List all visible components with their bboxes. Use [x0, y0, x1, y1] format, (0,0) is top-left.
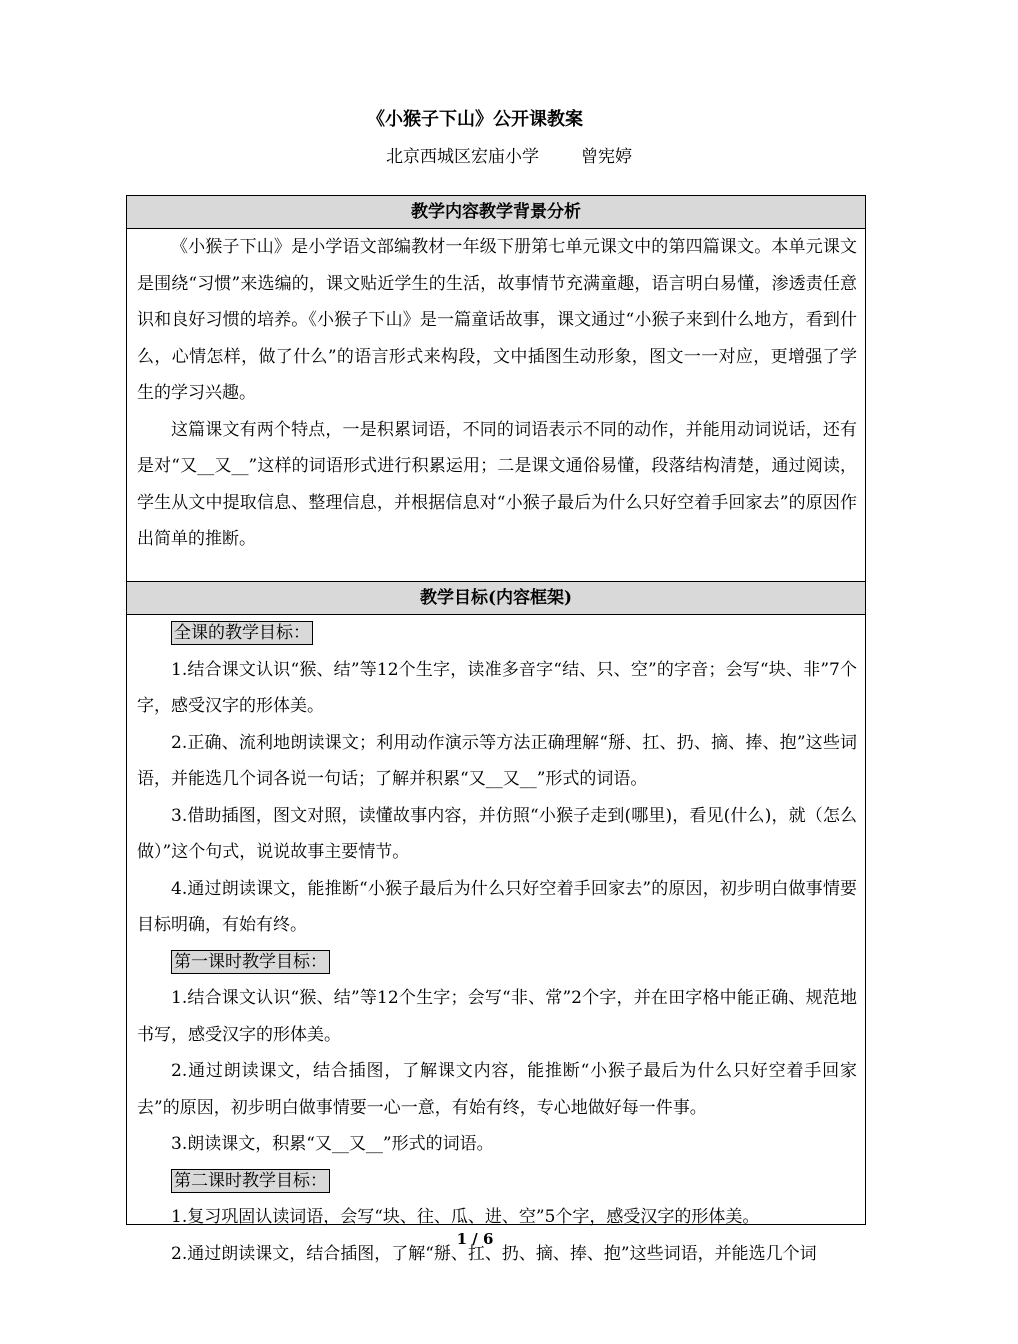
author-name: 曾宪婷: [581, 147, 632, 167]
objective-item: 2.通过朗读课文，结合插图，了解“掰、扛、扔、摘、捧、抱”这些词语，并能选几个词: [171, 1243, 817, 1264]
objective-item: 1.结合课文认识“猴、结”等12个生字；会写“非、常”2个字，并在田字格中能正确、规范地书写，感受汉字的形体美。: [137, 988, 857, 1045]
objective-group-label: 第一课时教学目标：: [171, 950, 330, 974]
objective-item: 1.结合课文认识“猴、结”等12个生字，读准多音字“结、只、空”的字音；会写“块、非”7个字，感受汉字的形体美。: [137, 659, 857, 716]
objective-group-label-line: [137, 1163, 857, 1200]
background-analysis-cell: [127, 229, 865, 581]
background-paragraph: 这篇课文有两个特点，一是积累词语，不同的词语表示不同的动作，并能用动词说话，还有是对“又__又__”这样的词语形式进行积累运用；二是课文通俗易懂，段落结构清楚，通过阅读，学生从文中提取信息、整理信息，并根据信息对“小猴子最后为什么只好空着手回家去”的原因作出简单的推断。: [137, 419, 857, 549]
school-name: 北京西城区宏庙小学: [386, 147, 539, 167]
document-title: 《小猴子下山》公开课教案: [367, 109, 583, 130]
objective-item: 1.复习巩固认读词语，会写“块、往、瓜、进、空”5个字，感受汉字的形体美。: [171, 1207, 760, 1227]
objective-item: 4.通过朗读课文，能推断“小猴子最后为什么只好空着手回家去”的原因，初步明白做事情要目标明确，有始有终。: [137, 878, 857, 935]
background-paragraph: 《小猴子下山》是小学语文部编教材一年级下册第七单元课文中的第四篇课文。本单元课文是围绕“习惯”来选编的，课文贴近学生的生活，故事情节充满童趣，语言明白易懂，渗透责任意识和良好习惯的培养。《小猴子下山》是一篇童话故事，课文通过“小猴子来到什么地方，看到什么，心情怎样，做了什么”的语言形式来构段，文中插图生动形象，图文一一对应，更增强了学生的学习兴趣。: [137, 237, 857, 403]
section-header-background: 教学内容教学背景分析: [127, 196, 865, 229]
section-header-objectives: 教学目标(内容框架): [127, 581, 865, 615]
objective-group-label: 全课的教学目标：: [171, 621, 313, 645]
objective-item: 2.通过朗读课文，结合插图，了解课文内容，能推断“小猴子最后为什么只好空着手回家去”的原因，初步明白做事情要一心一意，有始有终，专心地做好每一件事。: [137, 1061, 857, 1118]
objective-group-label-line: [137, 615, 857, 652]
objective-group-label: 第二课时教学目标：: [171, 1169, 330, 1193]
objective-item: 3.借助插图，图文对照，读懂故事内容，并仿照“小猴子走到(哪里)，看见(什么)，就（怎么做）”这个句式，说说故事主要情节。: [137, 805, 857, 862]
objectives-cell: [127, 615, 865, 1272]
page-number: 1 / 6: [456, 1230, 494, 1248]
objective-item: 2.正确、流利地朗读课文；利用动作演示等方法正确理解“掰、扛、扔、摘、捧、抱”这些词语，并能选几个词各说一句话；了解并积累“又__又__”形式的词语。: [137, 732, 857, 789]
document-subtitle: [0, 142, 1018, 167]
objective-group-label-line: [137, 944, 857, 981]
objective-item: 3.朗读课文，积累“又__又__”形式的词语。: [171, 1134, 494, 1154]
